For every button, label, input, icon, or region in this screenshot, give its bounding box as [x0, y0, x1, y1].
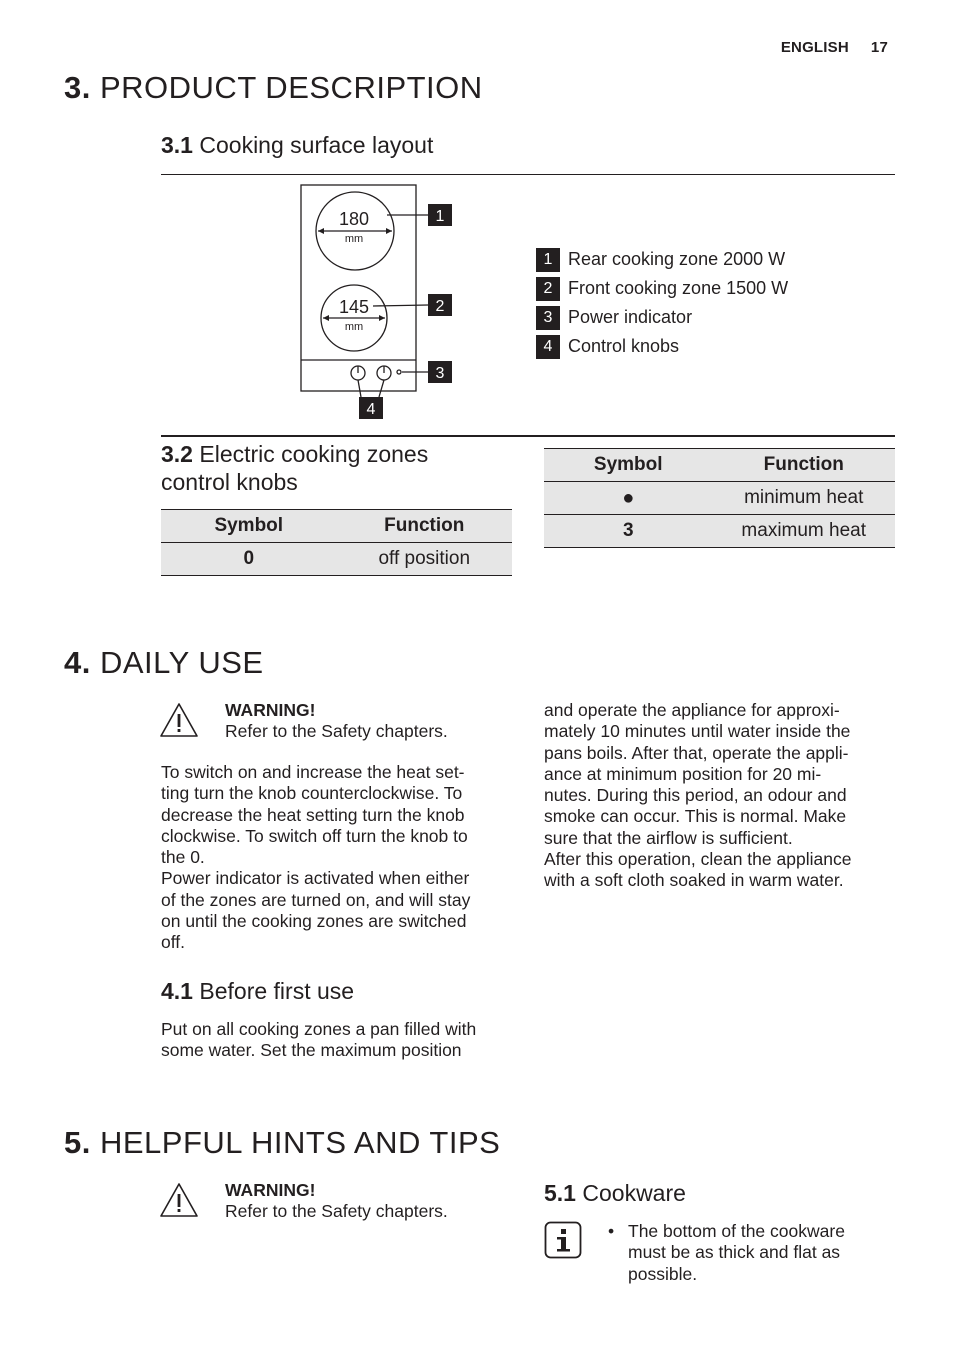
warning-block: [225, 700, 448, 743]
function-cell: maximum heat: [712, 515, 895, 548]
list-item: [608, 1221, 898, 1285]
diagram-legend: [536, 245, 788, 361]
text-line: The bottom of the cookware: [628, 1221, 845, 1241]
power-indicator-icon: [397, 370, 401, 374]
callout-3: 3: [435, 365, 445, 382]
table-row: [544, 482, 895, 515]
text-line: sure that the airflow is sufficient.: [544, 827, 793, 848]
callout-1: 1: [435, 208, 445, 225]
page-header: [759, 39, 888, 56]
legend-number: 4: [536, 335, 560, 359]
section-4-heading: [64, 645, 264, 681]
legend-label: Power indicator: [568, 307, 693, 327]
subsection-title: Cooking surface layout: [199, 132, 434, 158]
callout-4: 4: [366, 401, 376, 418]
table-header-row: [161, 510, 512, 543]
before-first-use-text: [161, 1019, 521, 1062]
text-line: mately 10 minutes until water inside the: [544, 721, 851, 742]
divider: [161, 435, 895, 437]
front-zone-unit: mm: [344, 321, 364, 333]
knob-symbols-table-left: [161, 509, 512, 576]
text-line: After this operation, clean the appliance: [544, 849, 852, 870]
header-language: ENGLISH: [780, 39, 849, 56]
legend-item: [536, 332, 788, 361]
table-row: [161, 543, 512, 576]
legend-label: Control knobs: [568, 336, 680, 356]
section-title: PRODUCT DESCRIPTION: [99, 70, 483, 105]
subsection-title-line-1: Electric cooking zones: [199, 441, 429, 467]
subsection-3-2-heading: [161, 440, 428, 496]
text-line: pans boils. After that, operate the appli-: [544, 742, 849, 763]
section-title: HELPFUL HINTS AND TIPS: [99, 1125, 501, 1160]
cooking-surface-diagram: [295, 180, 465, 425]
front-zone-size: 145: [338, 297, 370, 317]
warning-block: [225, 1180, 448, 1223]
subsection-3-1-heading: [161, 132, 433, 159]
legend-label: Front cooking zone 1500 W: [568, 278, 789, 298]
rear-zone-unit: mm: [344, 233, 364, 245]
warning-text: Refer to the Safety chapters.: [225, 1201, 448, 1222]
warning-title: WARNING!: [225, 700, 316, 720]
legend-label: Rear cooking zone 2000 W: [568, 249, 786, 269]
table-header-row: [544, 449, 895, 482]
subsection-5-1-heading: [544, 1180, 686, 1207]
section-5-heading: [64, 1125, 500, 1161]
legend-number: 2: [536, 277, 560, 301]
legend-number: 1: [536, 248, 560, 272]
subsection-4-1-heading: [161, 978, 354, 1005]
text-line: ance at minimum position for 20 mi-: [544, 763, 822, 784]
subsection-number: 3.1: [161, 132, 193, 158]
divider: [161, 174, 895, 175]
text-line: some water. Set the maximum position: [161, 1040, 462, 1061]
text-line: on until the cooking zones are switched: [161, 911, 467, 932]
section-number: 4.: [64, 645, 91, 680]
text-line: Put on all cooking zones a pan filled with: [161, 1019, 477, 1039]
legend-item: [536, 303, 788, 332]
warning-text: Refer to the Safety chapters.: [225, 721, 448, 742]
legend-item: [536, 245, 788, 274]
rear-zone-size: 180: [338, 209, 370, 229]
text-line: nutes. During this period, an odour and: [544, 785, 847, 806]
symbol-cell: 0: [161, 543, 337, 576]
text-line: with a soft cloth soaked in warm water.: [544, 870, 844, 891]
text-line: of the zones are turned on, and will stay: [161, 889, 471, 910]
text-line: Power indicator is activated when either: [161, 868, 470, 889]
text-line: possible.: [628, 1263, 698, 1284]
subsection-number: 4.1: [161, 978, 193, 1004]
daily-use-instructions: [161, 762, 521, 954]
function-cell: off position: [337, 543, 513, 576]
text-line: ting turn the knob counterclockwise. To: [161, 783, 463, 804]
warning-triangle-icon: [159, 1182, 199, 1218]
subsection-number: 5.1: [544, 1180, 576, 1206]
subsection-title: Before first use: [199, 978, 355, 1004]
legend-number: 3: [536, 306, 560, 330]
symbol-cell: ●: [544, 482, 712, 515]
table-row: [544, 515, 895, 548]
section-3-heading: [64, 70, 483, 106]
function-cell: minimum heat: [712, 482, 895, 515]
callout-2: 2: [435, 298, 445, 315]
symbol-cell: 3: [544, 515, 712, 548]
text-line: and operate the appliance for approxi-: [544, 700, 840, 720]
legend-item: [536, 274, 788, 303]
section-number: 3.: [64, 70, 91, 105]
text-line: To switch on and increase the heat set-: [161, 762, 465, 782]
warning-title: WARNING!: [225, 1180, 316, 1200]
column-header-function: Function: [337, 510, 513, 543]
section-title: DAILY USE: [99, 645, 264, 680]
before-first-use-continued: [544, 700, 904, 892]
section-number: 5.: [64, 1125, 91, 1160]
cookware-tips: [608, 1221, 898, 1285]
column-header-symbol: Symbol: [161, 510, 337, 543]
column-header-symbol: Symbol: [544, 449, 712, 482]
knob-symbols-table-right: [544, 448, 895, 548]
text-line: must be as thick and flat as: [628, 1242, 841, 1263]
information-icon: [544, 1221, 582, 1259]
subsection-title-line-2: control knobs: [161, 469, 298, 495]
subsection-number: 3.2: [161, 441, 193, 467]
text-line: off.: [161, 932, 186, 953]
subsection-title: Cookware: [582, 1180, 686, 1206]
text-line: the 0.: [161, 847, 205, 868]
text-line: decrease the heat setting turn the knob: [161, 804, 465, 825]
column-header-function: Function: [712, 449, 895, 482]
text-line: smoke can occur. This is normal. Make: [544, 806, 847, 827]
warning-triangle-icon: [159, 702, 199, 738]
text-line: clockwise. To switch off turn the knob to: [161, 825, 468, 846]
header-page-number: 17: [870, 39, 888, 56]
